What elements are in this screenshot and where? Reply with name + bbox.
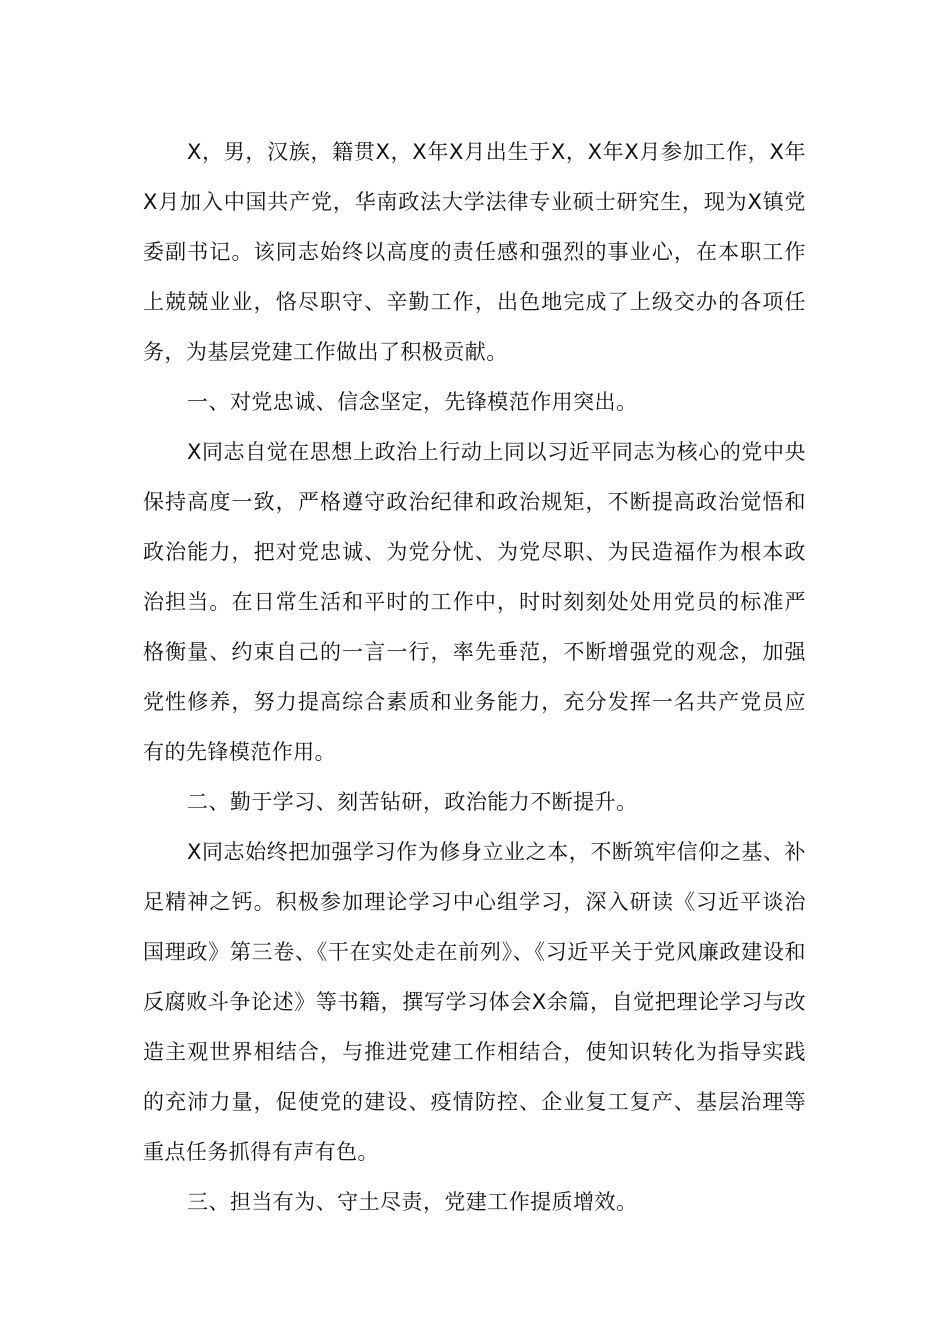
section-1-paragraph: X同志自觉在思想上政治上行动上同以习近平同志为核心的党中央保持高度一致，严格遵守政治纪律和政治规矩，不断提高政治觉悟和政治能力，把对党忠诚、为党分忧、为党尽职、为民造福作为根本政治担当。在日常生活和平时的工作中，时时刻刻处处用党员的标准严格衡量、约束自己的一言一行，率先垂范，不断增强党的观念，加强党性修养，努力提高综合素质和业务能力，充分发挥一名共产党员应有的先锋模范作用。 [143,440,806,764]
section-heading-1: 一、对党忠诚、信念坚定，先锋模范作用突出。 [187,390,638,414]
section-heading-2: 二、勤于学习、刻苦钻研，政治能力不断提升。 [187,790,638,814]
section-heading-3: 三、担当有为、守土尽责，党建工作提质增效。 [187,1190,638,1214]
document-body [143,127,806,1227]
intro-paragraph: X，男，汉族，籍贯X，X年X月出生于X，X年X月参加工作，X年X月加入中国共产党，华南政法大学法律专业硕士研究生，现为X镇党委副书记。该同志始终以高度的责任感和强烈的事业心，在本职工作上兢兢业业，恪尽职守、辛勤工作，出色地完成了上级交办的各项任务，为基层党建工作做出了积极贡献。 [143,140,806,364]
section-2-paragraph: X同志始终把加强学习作为修身立业之本，不断筑牢信仰之基、补足精神之钙。积极参加理论学习中心组学习，深入研读《习近平谈治国理政》第三卷、《干在实处走在前列》、《习近平关于党风廉政建设和反腐败斗争论述》等书籍，撰写学习体会X余篇，自觉把理论学习与改造主观世界相结合，与推进党建工作相结合，使知识转化为指导实践的充沛力量，促使党的建设、疫情防控、企业复工复产、基层治理等重点任务抓得有声有色。 [143,840,806,1164]
